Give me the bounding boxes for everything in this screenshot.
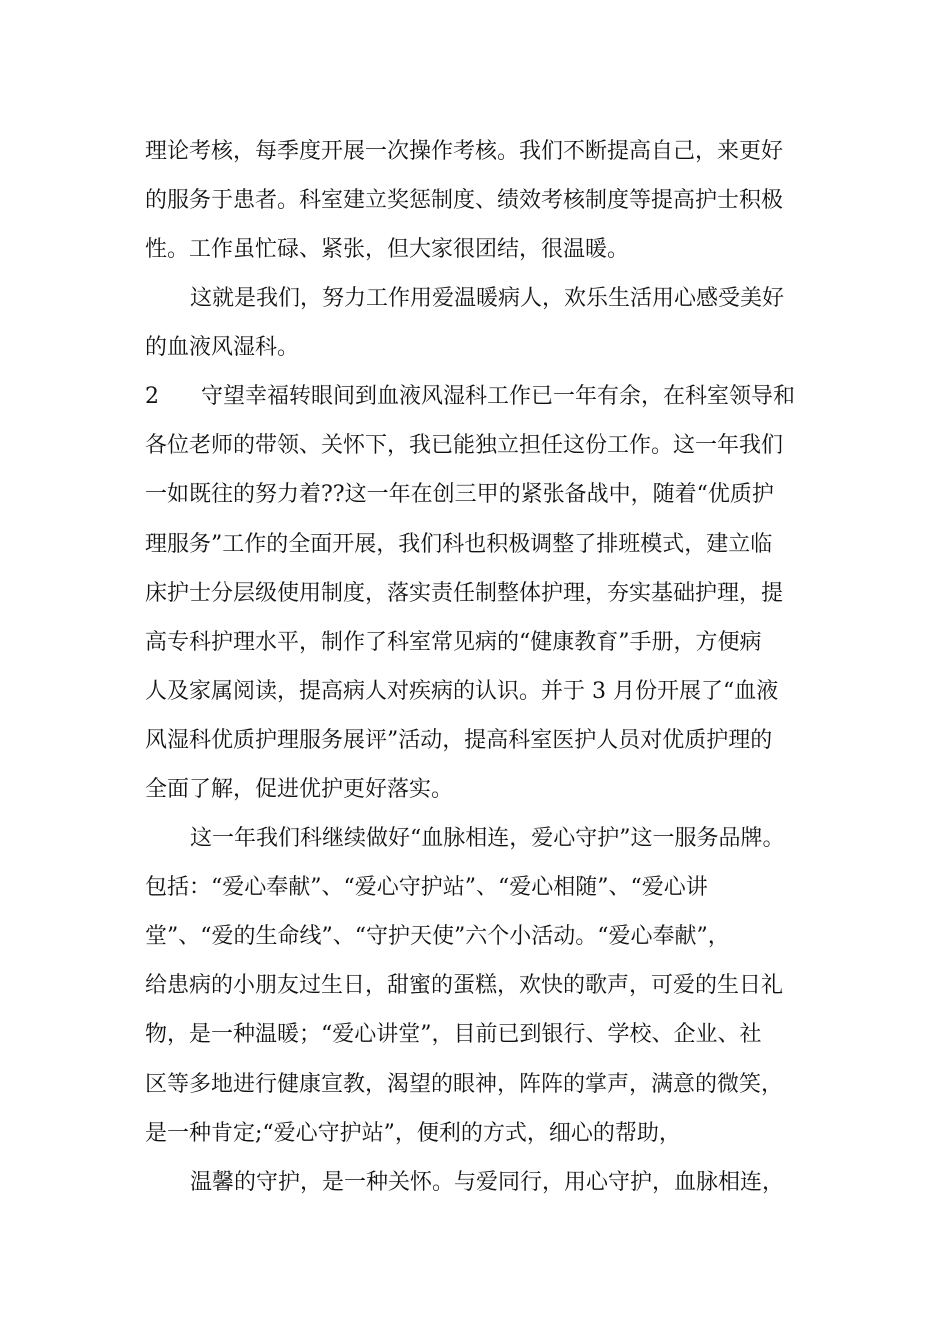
- paragraph-line: 理服务”工作的全面开展，我们科也积极调整了排班模式，建立临: [145, 532, 773, 557]
- paragraph-line: 的服务于患者。科室建立奖惩制度、绩效考核制度等提高护士积极: [145, 188, 784, 213]
- paragraph-line: 的血液风湿科。: [145, 335, 300, 360]
- paragraph-line: 守望幸福转眼间到血液风湿科工作已一年有余，在科室领导和: [201, 384, 796, 409]
- paragraph-line: 床护士分层级使用制度，落实责任制整体护理，夯实基础护理，提: [145, 581, 784, 606]
- paragraph-line: 性。工作虽忙碌、紧张，但大家很团结，很温暖。: [145, 237, 630, 262]
- paragraph-line: 这一年我们科继续做好“血脉相连，爱心守护”这一服务品牌。: [190, 826, 785, 851]
- paragraph-line: 一如既往的努力着??这一年在创三甲的紧张备战中，随着“优质护: [145, 482, 774, 507]
- paragraph-line: 给患病的小朋友过生日，甜蜜的蛋糕，欢快的歌声，可爱的生日礼: [145, 973, 784, 998]
- paragraph-line: 是一种肯定;“爱心守护站”，便利的方式，细心的帮助，: [145, 1121, 681, 1146]
- paragraph-line: 高专科护理水平，制作了科室常见病的“健康教育”手册，方便病: [145, 630, 762, 655]
- paragraph-line: 物，是一种温暖；“爱心讲堂”，目前已到银行、学校、企业、社: [145, 1022, 762, 1047]
- paragraph-line: 全面了解，促进优护更好落实。: [145, 777, 454, 802]
- paragraph-line: 区等多地进行健康宣教，渴望的眼神，阵阵的掌声，满意的微笑，: [145, 1072, 784, 1097]
- section-number: 2: [145, 384, 159, 409]
- paragraph-line: 这就是我们，努力工作用爱温暖病人，欢乐生活用心感受美好: [190, 286, 785, 311]
- paragraph-line: 风湿科优质护理服务展评”活动，提高科室医护人员对优质护理的: [145, 728, 773, 753]
- paragraph-line: 温馨的守护，是一种关怀。与爱同行，用心守护，血脉相连，: [190, 1170, 785, 1195]
- paragraph-line: 人及家属阅读，提高病人对疾病的认识。并于 3 月份开展了“血液: [145, 679, 779, 704]
- paragraph-line: 各位老师的带领、关怀下，我已能独立担任这份工作。这一年我们: [145, 433, 784, 458]
- paragraph-line: 理论考核，每季度开展一次操作考核。我们不断提高自己，来更好: [145, 139, 784, 164]
- paragraph-line: 堂”、“爱的生命线”、“守护天使”六个小活动。“爱心奉献”，: [145, 924, 730, 949]
- paragraph-line: 包括：“爱心奉献”、“爱心守护站”、“爱心相随”、“爱心讲: [145, 875, 708, 900]
